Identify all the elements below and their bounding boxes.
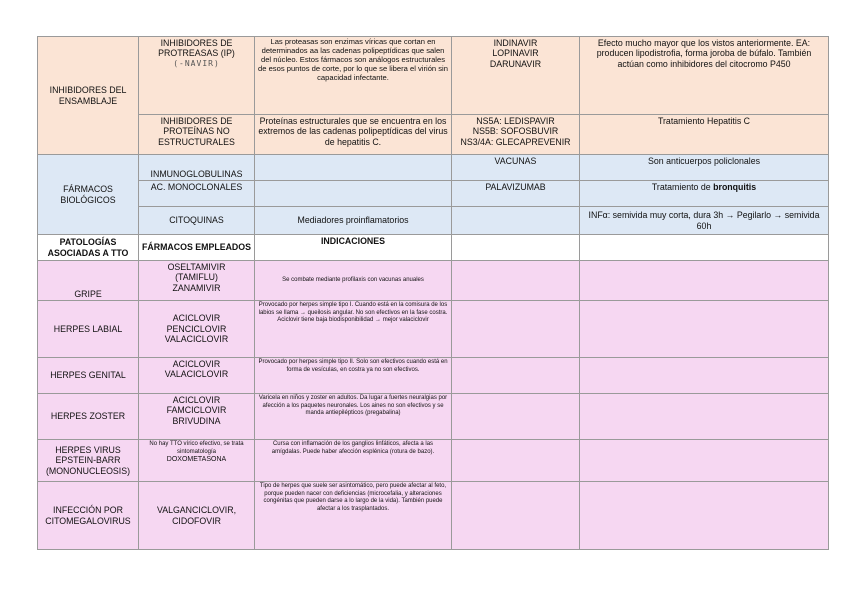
drug-line: No hay TTO vírico efectivo, se trata sintomatología: [149, 441, 244, 455]
drug-lopinavir: LOPINAVIR: [492, 48, 539, 59]
proteasas-handnote: (-NAVIR): [173, 58, 220, 68]
inmunoglobulinas-label: INMUNOGLOBULINAS: [139, 155, 255, 181]
row-citomegalovirus: [38, 482, 829, 550]
indication-epstein-barr: Cursa con inflamación de los ganglios linfáticos, afecta a las amígdalas. Puede haber afección esplénica (rotura de bazo).: [255, 440, 452, 482]
no-estructurales-notes: Tratamiento Hepatitis C: [580, 115, 829, 155]
row-header: [38, 235, 829, 261]
drug-line: ACICLOVIR: [172, 313, 221, 324]
category-biologicos: FÁRMACOS BIOLÓGICOS: [38, 155, 139, 235]
empty-cell: [580, 440, 829, 482]
drugs-citomegalovirus: [139, 482, 255, 550]
indication-herpes-zoster: Varicela en niños y zoster en adultos. Da lugar a fuertes neuralgias por afección a los paquetes neuronales. Los aines no son efectivos y se manda antiepilépticos (pregabalina): [255, 394, 452, 440]
monoclonales-description: [255, 181, 452, 207]
drug-line: PENCICLOVIR: [166, 323, 227, 334]
citoquinas-drugs: [452, 207, 580, 235]
proteasas-description: Las proteasas son enzimas víricas que cortan en determinados aa las cadenas polipeptídicas que salen del núcleo. Estos fármacos son análogos estructurales de esos puntos de corte, por lo que se libera el virión sin capacidad infectante.: [255, 37, 452, 115]
drug-line: VALACICLOVIR: [164, 369, 229, 380]
indication-citomegalovirus: Tipo de herpes que suele ser asintomático, pero puede afectar al feto, porque pueden nacer con deficiencias (microcefalia, y alteraciones congénitas que pueden darse a lo largo de la vida). También puede afectar a los trasplantados.: [255, 482, 452, 550]
empty-cell: [580, 482, 829, 550]
drug-line: DOXOMETASONA: [166, 456, 227, 463]
drugs-herpes-zoster: [139, 394, 255, 440]
pathology-gripe: GRIPE: [38, 261, 139, 301]
row-herpes-labial: [38, 301, 829, 358]
header-patologias: PATOLOGÍAS ASOCIADAS A TTO: [38, 235, 139, 261]
drug-line: ACICLOVIR: [172, 359, 221, 369]
empty-cell: [452, 440, 580, 482]
drugs-gripe: [139, 261, 255, 301]
palivizumab-label: PALAVIZUMAB: [452, 181, 580, 207]
indication-herpes-labial: Provocado por herpes simple tipo I. Cuando está en la comisura de los labios se llama → queilosis angular. No son efectivos en la fase costra. Aciclovir tiene baja biodisponibilidad → mejor valaciclovir: [255, 301, 452, 358]
antiviral-table: [37, 36, 829, 550]
pathology-epstein-barr: HERPES VIRUS EPSTEIN-BARR (MONONUCLEOSIS): [38, 440, 139, 482]
no-estructurales-drugs: [452, 115, 580, 155]
palivizumab-notes-text: Tratamiento de: [651, 182, 714, 192]
category-ensamblaje: INHIBIDORES DEL ENSAMBLAJE: [38, 37, 139, 155]
drug-indinavir: INDINAVIR: [493, 38, 538, 48]
indication-gripe: Se combate mediante profilaxis con vacunas anuales: [255, 261, 452, 301]
empty-cell: [452, 301, 580, 358]
palivizumab-notes-bold: bronquitis: [713, 182, 757, 192]
drug-line: BRIVUDINA: [172, 415, 221, 426]
palivizumab-notes: [580, 181, 829, 207]
proteasas-notes: Efecto mucho mayor que los vistos anteriormente. EA: producen lipodistrofia, forma joroba de búfalo. También actúan como inhibidores del citocromo P450: [580, 37, 829, 115]
drug-line: ACICLOVIR: [172, 395, 221, 405]
header-farmacos: FÁRMACOS EMPLEADOS: [139, 235, 255, 261]
empty-cell: [580, 261, 829, 301]
row-gripe: [38, 261, 829, 301]
header-indicaciones: INDICACIONES: [255, 235, 452, 261]
drugs-herpes-labial: [139, 301, 255, 358]
row-proteasas: [38, 37, 829, 115]
drug-ledispavir: NS5A: LEDISPAVIR: [476, 116, 555, 126]
vacunas-label: VACUNAS: [452, 155, 580, 181]
row-herpes-genital: [38, 358, 829, 394]
row-herpes-zoster: [38, 394, 829, 440]
drug-line: FAMCICLOVIR: [166, 405, 227, 416]
empty-cell: [580, 301, 829, 358]
proteasas-name-cell: [139, 37, 255, 115]
inmunoglobulinas-description: [255, 155, 452, 181]
citoquinas-label: CITOQUINAS: [139, 207, 255, 235]
drugs-epstein-barr: [139, 440, 255, 482]
empty-cell: [452, 482, 580, 550]
proteasas-name: INHIBIDORES DE PROTREASAS (IP): [158, 38, 235, 59]
drug-glecaprevenir: NS3/4A: GLECAPREVENIR: [460, 136, 571, 147]
header-empty-2: [580, 235, 829, 261]
drug-line: OSELTAMIVIR: [167, 262, 226, 272]
drug-line: (TAMIFLU): [175, 272, 218, 283]
pathology-citomegalovirus: INFECCIÓN POR CITOMEGALOVIRUS: [38, 482, 139, 550]
pathology-herpes-zoster: HERPES ZOSTER: [38, 394, 139, 440]
drug-darunavir: DARUNAVIR: [489, 58, 542, 69]
monoclonales-label: AC. MONOCLONALES: [139, 181, 255, 207]
citoquinas-notes: INFα: semivida muy corta, dura 3h → Pegilarlo → semivida 60h: [580, 207, 829, 235]
no-estructurales-description: Proteínas estructurales que se encuentra en los extremos de las cadenas polipeptídicas del virus de hepatitis C.: [255, 115, 452, 155]
indication-herpes-genital: Provocado por herpes simple tipo II. Solo son efectivos cuando está en forma de vesículas, en costra ya no son efectivos.: [255, 358, 452, 394]
drugs-herpes-genital: [139, 358, 255, 394]
proteasas-drugs: [452, 37, 580, 115]
row-inmunoglobulinas: [38, 155, 829, 181]
no-estructurales-name: INHIBIDORES DE PROTEÍNAS NO ESTRUCTURALES: [139, 115, 255, 155]
empty-cell: [580, 394, 829, 440]
row-monoclonales: [38, 181, 829, 207]
row-epstein-barr: [38, 440, 829, 482]
drug-line: CIDOFOVIR: [172, 515, 221, 526]
header-empty-1: [452, 235, 580, 261]
empty-cell: [452, 358, 580, 394]
pathology-herpes-genital: HERPES GENITAL: [38, 358, 139, 394]
drug-sofosbuvir: NS5B: SOFOSBUVIR: [472, 126, 559, 137]
row-citoquinas: [38, 207, 829, 235]
empty-cell: [452, 261, 580, 301]
citoquinas-description: Mediadores proinflamatorios: [255, 207, 452, 235]
pathology-herpes-labial: HERPES LABIAL: [38, 301, 139, 358]
empty-cell: [580, 358, 829, 394]
row-no-estructurales: [38, 115, 829, 155]
vacunas-notes: Son anticuerpos policlonales: [580, 155, 829, 181]
drug-line: VALACICLOVIR: [164, 334, 229, 345]
drug-line: ZANAMIVIR: [172, 282, 221, 293]
empty-cell: [452, 394, 580, 440]
drug-line: VALGANCICLOVIR,: [156, 505, 237, 516]
